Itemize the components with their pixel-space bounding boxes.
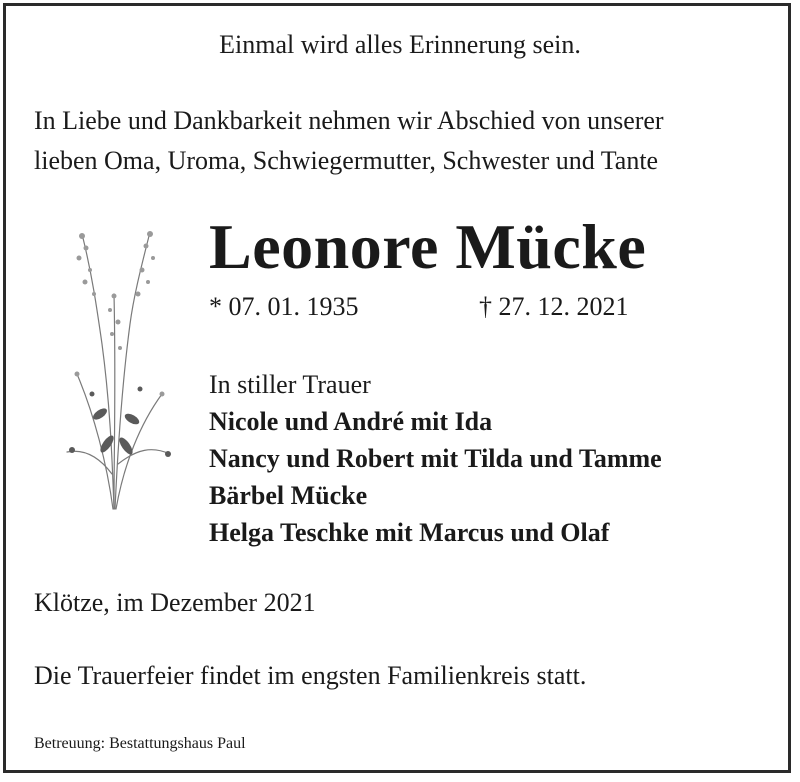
ceremony-note: Die Trauerfeier findet im engsten Familienkreis statt.	[34, 661, 587, 690]
mourner-line: Helga Teschke mit Marcus und Olaf	[209, 518, 610, 547]
intro-line: lieben Oma, Uroma, Schwiegermutter, Schwester und Tante	[34, 146, 659, 175]
motto: Einmal wird alles Erinnerung sein.	[219, 30, 581, 59]
death-date: † 27. 12. 2021	[479, 292, 629, 321]
intro-line: In Liebe und Dankbarkeit nehmen wir Abschied von unserer	[34, 106, 664, 135]
mourner-line: Bärbel Mücke	[209, 481, 368, 510]
mourners-block	[209, 366, 769, 551]
deceased-name: Leonore Mücke	[209, 211, 647, 282]
mourner-line: Nancy und Robert mit Tilda und Tamme	[209, 444, 662, 473]
intro-text	[34, 101, 784, 181]
birth-date: * 07. 01. 1935	[209, 292, 359, 321]
dried-flowers-illustration	[52, 214, 182, 514]
care-note: Betreuung: Bestattungshaus Paul	[34, 735, 246, 752]
place-date: Klötze, im Dezember 2021	[34, 588, 316, 617]
mourner-line: Nicole und André mit Ida	[209, 407, 493, 436]
mourning-heading: In stiller Trauer	[209, 370, 371, 399]
